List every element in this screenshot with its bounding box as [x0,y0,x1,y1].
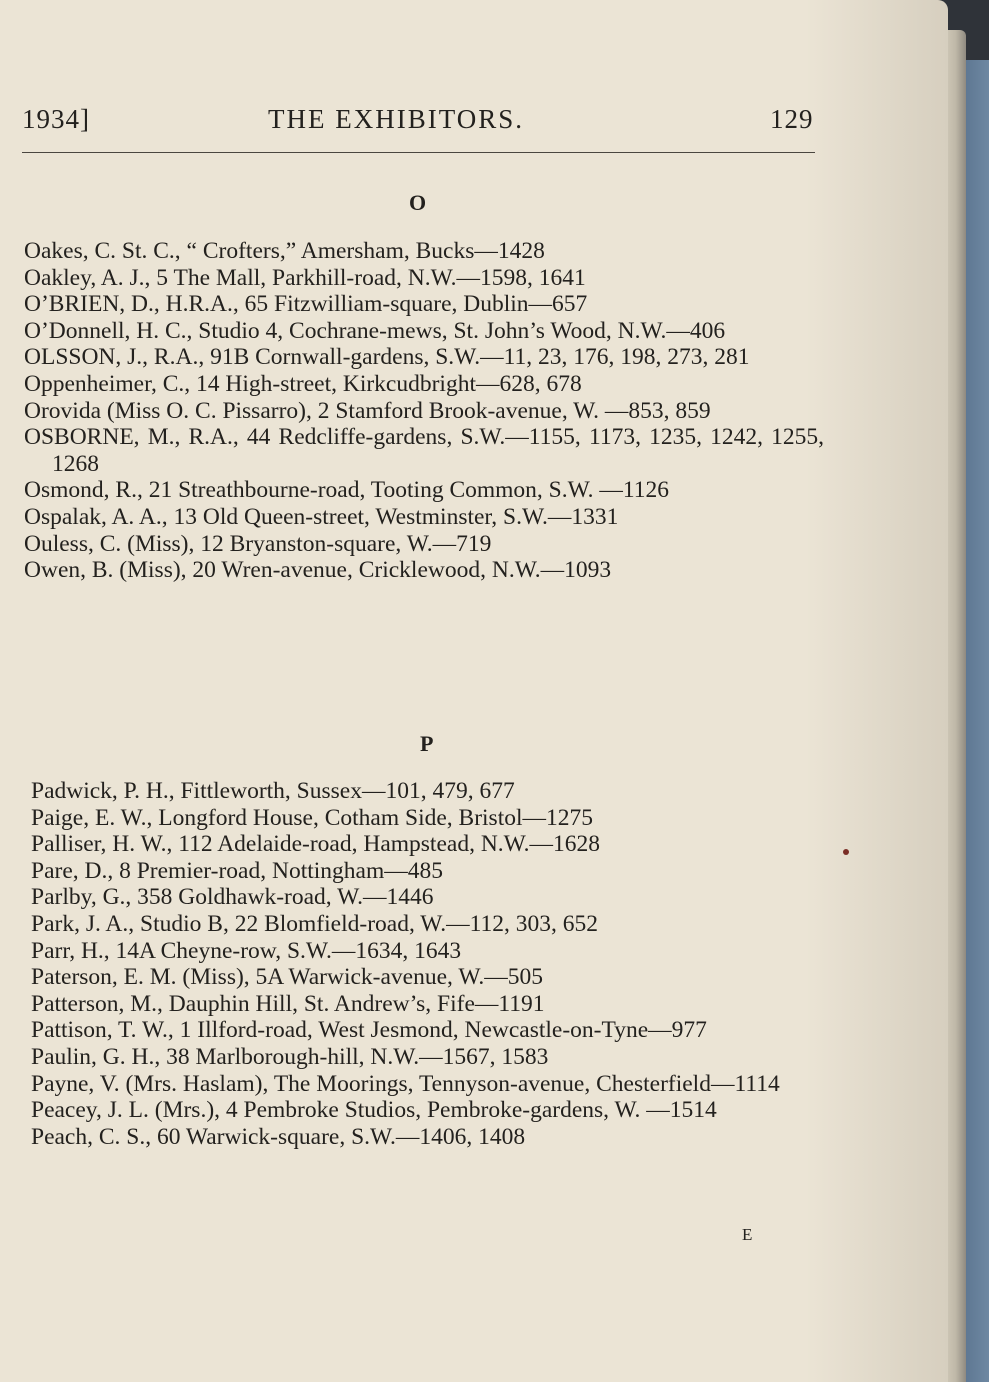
exhibitor-entry: Peach, C. S., 60 Warwick-square, S.W.—1406, 1408 [31,1123,526,1150]
exhibitor-entry: Oakley, A. J., 5 The Mall, Parkhill-road, N.W.—1598, 1641 [24,264,586,291]
book-cover-edge [962,60,989,1382]
exhibitor-entry: Orovida (Miss O. C. Pissarro), 2 Stamford Brook-avenue, W. —853, 859 [24,397,711,424]
exhibitor-entry: Paterson, E. M. (Miss), 5A Warwick-avenue, W.—505 [31,964,543,991]
exhibitor-entry: Paige, E. W., Longford House, Cotham Side, Bristol—1275 [31,804,594,831]
running-header-year: 1934] [22,104,90,134]
exhibitor-entry: Palliser, H. W., 112 Adelaide-road, Hampstead, N.W.—1628 [31,831,601,858]
exhibitor-entry: O’BRIEN, D., H.R.A., 65 Fitzwilliam-square, Dublin—657 [24,291,588,318]
exhibitor-entry: Oppenheimer, C., 14 High-street, Kirkcudbright—628, 678 [24,370,582,397]
exhibitor-entry: Patterson, M., Dauphin Hill, St. Andrew’s, Fife—1191 [31,990,545,1017]
page-number: 129 [770,104,814,134]
exhibitor-entry: Osmond, R., 21 Streathbourne-road, Tooting Common, S.W. —1126 [24,477,670,504]
section-letter-o: O [409,190,427,215]
section-letter-p: P [420,731,434,756]
exhibitor-entry: OSBORNE, M., R.A., 44 Redcliffe-gardens, S.W.—1155, 1173, 1235, 1242, 1255, 1268 [24,424,824,477]
exhibitor-entry: Parlby, G., 358 Goldhawk-road, W.—1446 [31,884,434,911]
exhibitor-entry: O’Donnell, H. C., Studio 4, Cochrane-mews, St. John’s Wood, N.W.—406 [24,317,726,344]
exhibitor-entry: Peacey, J. L. (Mrs.), 4 Pembroke Studios, Pembroke-gardens, W. —1514 [31,1097,717,1124]
exhibitor-entry: Paulin, G. H., 38 Marlborough-hill, N.W.—1567, 1583 [31,1043,549,1070]
exhibitor-entry: OLSSON, J., R.A., 91B Cornwall-gardens, S.W.—11, 23, 176, 198, 273, 281 [24,344,750,371]
running-header-title: THE EXHIBITORS. [268,104,524,134]
exhibitor-list-p [31,778,835,1150]
exhibitor-entry: Pattison, T. W., 1 Illford-road, West Jesmond, Newcastle-on-Tyne—977 [31,1017,707,1044]
ink-spot [843,849,849,855]
exhibitor-entry: Owen, B. (Miss), 20 Wren-avenue, Cricklewood, N.W.—1093 [24,557,612,584]
exhibitor-entry: Ospalak, A. A., 13 Old Queen-street, Westminster, S.W.—1331 [24,503,619,530]
exhibitor-entry: Oakes, C. St. C., “ Crofters,” Amersham, Bucks—1428 [24,238,545,264]
exhibitor-entry: Padwick, P. H., Fittleworth, Sussex—101, 479, 677 [31,778,515,804]
exhibitor-entry: Ouless, C. (Miss), 12 Bryanston-square, W.—719 [24,530,492,557]
exhibitor-entry: Payne, V. (Mrs. Haslam), The Moorings, Tennyson-avenue, Chesterfield—1114 [31,1070,780,1097]
exhibitor-entry: Parr, H., 14A Cheyne-row, S.W.—1634, 1643 [31,937,462,964]
header-rule [22,152,815,153]
signature-mark: E [742,1225,753,1244]
exhibitor-entry: Park, J. A., Studio B, 22 Blomfield-road, W.—112, 303, 652 [31,910,599,937]
exhibitor-list-o [24,238,824,584]
exhibitor-entry: Pare, D., 8 Premier-road, Nottingham—485 [31,857,443,884]
